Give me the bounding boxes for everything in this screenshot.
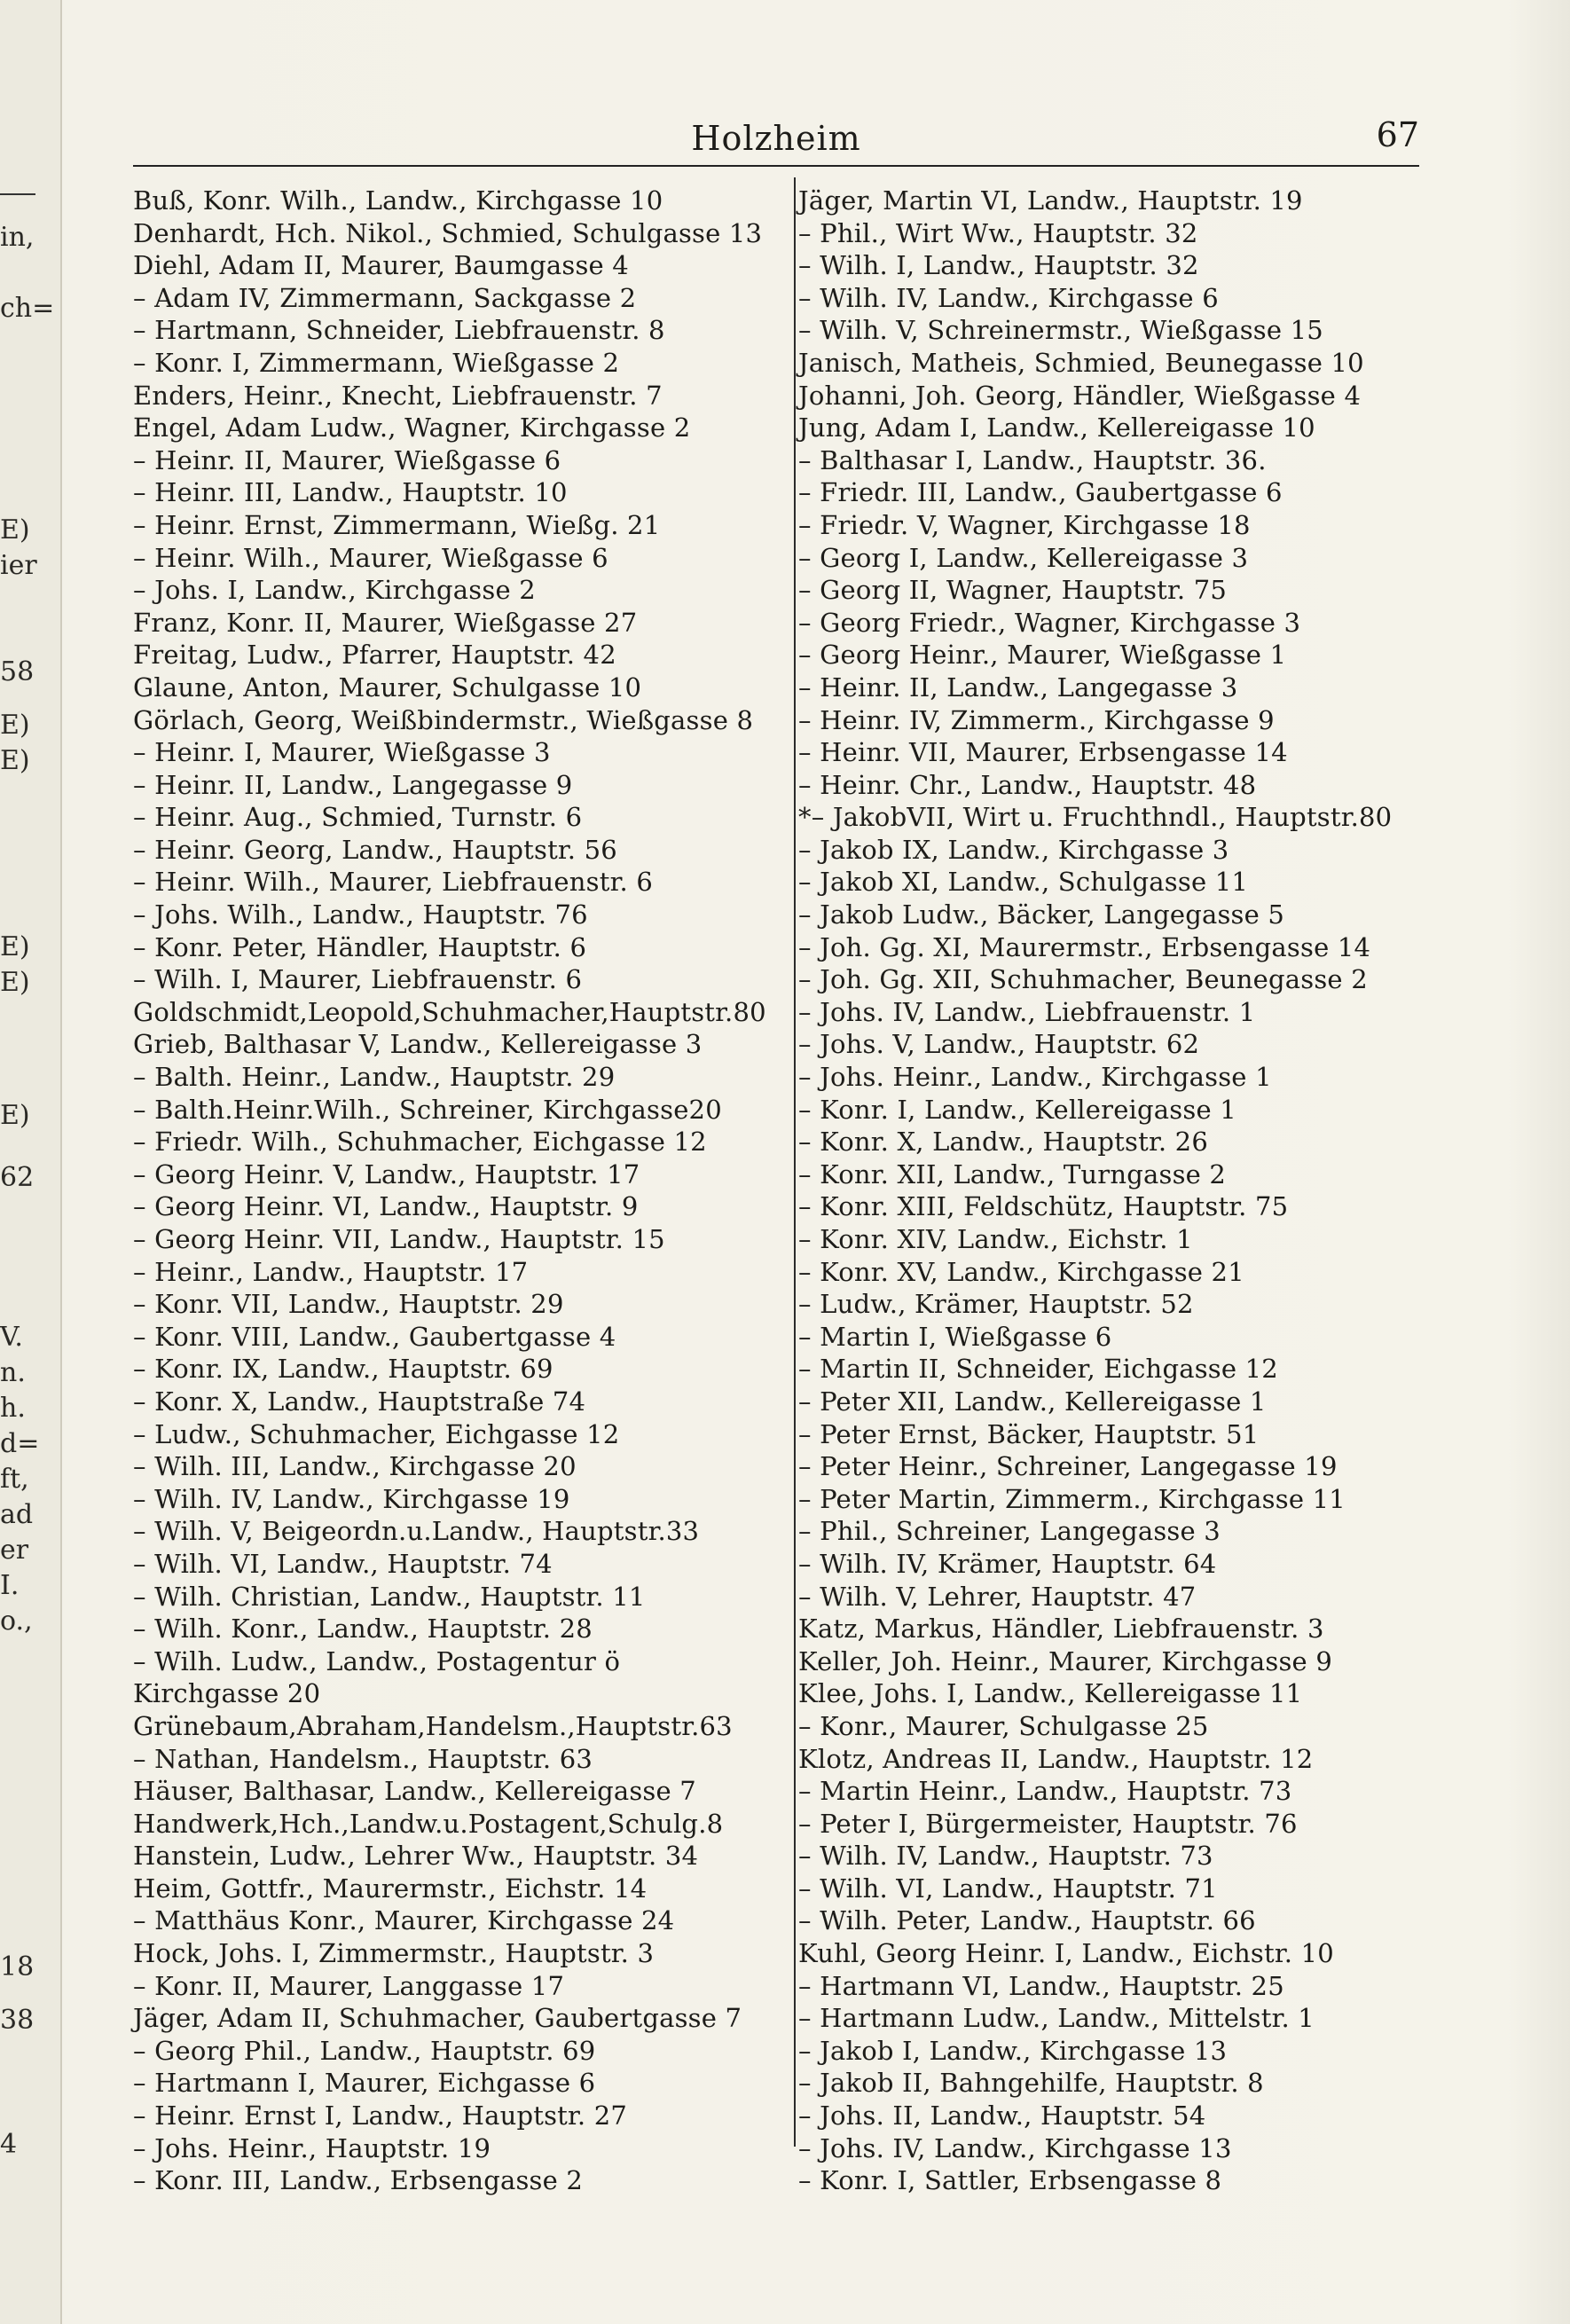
directory-entry: – Friedr. III, Landw., Gaubertgasse 6 (798, 477, 1283, 508)
directory-entry: – Heinr. II, Landw., Langegasse 9 (133, 769, 573, 800)
directory-entry: – Wilh. Christian, Landw., Hauptstr. 11 (133, 1581, 646, 1612)
directory-entry: – Martin I, Wießgasse 6 (798, 1321, 1112, 1352)
adjacent-page-rule (0, 193, 35, 195)
directory-entry: – Hartmann, Schneider, Liebfrauenstr. 8 (133, 315, 665, 346)
directory-entry: Diehl, Adam II, Maurer, Baumgasse 4 (133, 250, 629, 281)
directory-entry: – Heinr., Landw., Hauptstr. 17 (133, 1256, 529, 1287)
directory-entry: – Heinr. Wilh., Maurer, Wießgasse 6 (133, 542, 608, 573)
directory-entry: – Wilh. I, Landw., Hauptstr. 32 (798, 250, 1199, 281)
directory-entry: – Adam IV, Zimmermann, Sackgasse 2 (133, 282, 637, 313)
directory-entry: Görlach, Georg, Weißbindermstr., Wießgasse 8 (133, 704, 754, 735)
directory-entry: Engel, Adam Ludw., Wagner, Kirchgasse 2 (133, 412, 691, 444)
directory-entry: – Konr. X, Landw., Hauptstr. 26 (798, 1127, 1208, 1158)
directory-entry: Kirchgasse 20 (133, 1678, 321, 1709)
directory-entry: – Wilh. III, Landw., Kirchgasse 20 (133, 1451, 577, 1482)
directory-entry: – Heinr. III, Landw., Hauptstr. 10 (133, 477, 568, 508)
adjacent-page-fragment: in, (0, 222, 35, 253)
directory-entry: – Wilh. VI, Landw., Hauptstr. 74 (133, 1548, 553, 1579)
directory-entry: Grieb, Balthasar V, Landw., Kellereigasse 3 (133, 1029, 703, 1060)
directory-entry: – Heinr. II, Landw., Langegasse 3 (798, 671, 1238, 703)
page-number: 67 (1376, 115, 1419, 154)
directory-entry: – Balth. Heinr., Landw., Hauptstr. 29 (133, 1062, 616, 1093)
directory-entry: – Georg Friedr., Wagner, Kirchgasse 3 (798, 607, 1301, 638)
directory-entry: – Wilh. Konr., Landw., Hauptstr. 28 (133, 1613, 593, 1645)
directory-entry: – Georg Heinr. VII, Landw., Hauptstr. 15 (133, 1224, 665, 1254)
directory-entry: – Hartmann VI, Landw., Hauptstr. 25 (798, 1970, 1284, 2001)
directory-entry: Freitag, Ludw., Pfarrer, Hauptstr. 42 (133, 640, 616, 671)
directory-entry: – Johs. II, Landw., Hauptstr. 54 (798, 2100, 1206, 2132)
adjacent-page-fragment: V. (0, 1322, 23, 1353)
directory-entry: – Wilh. Peter, Landw., Hauptstr. 66 (798, 1905, 1256, 1936)
directory-entry: Klee, Johs. I, Landw., Kellereigasse 11 (798, 1678, 1303, 1709)
directory-entry: – Martin II, Schneider, Eichgasse 12 (798, 1354, 1278, 1385)
directory-entry: – Georg Phil., Landw., Hauptstr. 69 (133, 2035, 596, 2066)
directory-entry: Goldschmidt,Leopold,Schuhmacher,Hauptstr.80 (133, 996, 766, 1027)
directory-entry: – Heinr. Wilh., Maurer, Liebfrauenstr. 6 (133, 867, 653, 898)
directory-entry: – Joh. Gg. XI, Maurermstr., Erbsengasse 14 (798, 931, 1371, 962)
directory-entry: – Johs. IV, Landw., Kirchgasse 13 (798, 2132, 1232, 2163)
column-divider (794, 177, 796, 2147)
directory-entry: – Konr. I, Landw., Kellereigasse 1 (798, 1094, 1236, 1125)
directory-entry: – Heinr. Ernst, Zimmermann, Wießg. 21 (133, 509, 661, 540)
directory-entry: – Konr. X, Landw., Hauptstraße 74 (133, 1386, 586, 1417)
directory-entry: – Konr. II, Maurer, Langgasse 17 (133, 1970, 565, 2001)
adjacent-page-fragment: h. (0, 1393, 26, 1424)
directory-entry: – Wilh. Ludw., Landw., Postagentur ö (133, 1645, 621, 1676)
adjacent-page-fragment: o., (0, 1606, 33, 1637)
directory-entry: – Konr. VII, Landw., Hauptstr. 29 (133, 1289, 564, 1320)
directory-entry: – Georg Heinr. V, Landw., Hauptstr. 17 (133, 1158, 640, 1189)
adjacent-page-edge (0, 0, 62, 2324)
directory-entry: Johanni, Joh. Georg, Händler, Wießgasse 4 (798, 380, 1362, 411)
directory-entry: – Jakob I, Landw., Kirchgasse 13 (798, 2035, 1228, 2066)
directory-entry: – Georg II, Wagner, Hauptstr. 75 (798, 575, 1228, 606)
adjacent-page-fragment: er (0, 1535, 29, 1566)
header-rule (133, 165, 1419, 167)
adjacent-page-fragment: E) (0, 931, 30, 962)
directory-entry: – Peter XII, Landw., Kellereigasse 1 (798, 1386, 1267, 1417)
directory-entry: – Jakob IX, Landw., Kirchgasse 3 (798, 834, 1229, 865)
adjacent-page-fragment: E) (0, 745, 30, 776)
directory-entry: – Konr. I, Sattler, Erbsengasse 8 (798, 2165, 1222, 2196)
directory-entry: – Wilh. V, Lehrer, Hauptstr. 47 (798, 1581, 1197, 1612)
directory-entry: Grünebaum,Abraham,Handelsm.,Hauptstr.63 (133, 1710, 733, 1741)
directory-entry: Jung, Adam I, Landw., Kellereigasse 10 (798, 412, 1315, 444)
directory-entry: – Phil., Wirt Ww., Hauptstr. 32 (798, 217, 1198, 248)
directory-entry: Janisch, Matheis, Schmied, Beunegasse 10 (798, 347, 1364, 378)
directory-entry: – Konr. III, Landw., Erbsengasse 2 (133, 2165, 584, 2196)
directory-entry: – Heinr. I, Maurer, Wießgasse 3 (133, 737, 551, 768)
directory-entry: – Phil., Schreiner, Langegasse 3 (798, 1516, 1221, 1547)
directory-entry: – Wilh. VI, Landw., Hauptstr. 71 (798, 1873, 1218, 1904)
adjacent-page-fragment: 58 (0, 656, 35, 687)
directory-entry: – Nathan, Handelsm., Hauptstr. 63 (133, 1743, 593, 1774)
adjacent-page-fragment: ch= (0, 293, 55, 324)
adjacent-page-fragment: d= (0, 1428, 40, 1459)
directory-entry: Klotz, Andreas II, Landw., Hauptstr. 12 (798, 1743, 1314, 1774)
directory-entry: – Ludw., Schuhmacher, Eichgasse 12 (133, 1418, 620, 1449)
adjacent-page-fragment: E) (0, 710, 30, 741)
adjacent-page-fragment: 62 (0, 1162, 35, 1193)
directory-entry: – Konr. XIV, Landw., Eichstr. 1 (798, 1224, 1193, 1254)
directory-entry: – Johs. V, Landw., Hauptstr. 62 (798, 1029, 1200, 1060)
directory-entry: Jäger, Adam II, Schuhmacher, Gaubertgasse 7 (133, 2003, 742, 2034)
directory-entry: – Konr. I, Zimmermann, Wießgasse 2 (133, 347, 620, 378)
directory-entry: – Balth.Heinr.Wilh., Schreiner, Kirchgasse20 (133, 1094, 722, 1125)
adjacent-page-fragment: ier (0, 550, 37, 581)
directory-entry: – Konr. Peter, Händler, Hauptstr. 6 (133, 931, 587, 962)
directory-entry: – Wilh. IV, Landw., Kirchgasse 19 (133, 1483, 570, 1514)
directory-entry: – Peter I, Bürgermeister, Hauptstr. 76 (798, 1808, 1298, 1839)
directory-entry: – Georg Heinr., Maurer, Wießgasse 1 (798, 640, 1287, 671)
directory-entry: Hock, Johs. I, Zimmermstr., Hauptstr. 3 (133, 1938, 655, 1969)
directory-entry: Katz, Markus, Händler, Liebfrauenstr. 3 (798, 1613, 1324, 1645)
page-title: Holzheim (691, 119, 861, 158)
directory-entry: – Peter Ernst, Bäcker, Hauptstr. 51 (798, 1418, 1260, 1449)
adjacent-page-fragment: E) (0, 967, 30, 998)
directory-entry: Denhardt, Hch. Nikol., Schmied, Schulgasse 13 (133, 217, 763, 248)
directory-entry: – Friedr. Wilh., Schuhmacher, Eichgasse 12 (133, 1127, 707, 1158)
adjacent-page-fragment: ft, (0, 1464, 29, 1495)
directory-entry: – Johs. IV, Landw., Liebfrauenstr. 1 (798, 996, 1256, 1027)
directory-entry: – Martin Heinr., Landw., Hauptstr. 73 (798, 1776, 1292, 1807)
directory-entry: – Wilh. IV, Landw., Hauptstr. 73 (798, 1841, 1213, 1872)
directory-entry: – Hartmann I, Maurer, Eichgasse 6 (133, 2068, 596, 2099)
directory-entry: – Johs. I, Landw., Kirchgasse 2 (133, 575, 536, 606)
directory-entry: – Friedr. V, Wagner, Kirchgasse 18 (798, 509, 1251, 540)
right-column (798, 185, 1437, 2197)
directory-entry: – Konr. IX, Landw., Hauptstr. 69 (133, 1354, 553, 1385)
directory-entry: Buß, Konr. Wilh., Landw., Kirchgasse 10 (133, 185, 663, 216)
directory-entry: Franz, Konr. II, Maurer, Wießgasse 27 (133, 607, 638, 638)
directory-entry: – Peter Heinr., Schreiner, Langegasse 19 (798, 1451, 1338, 1482)
directory-entry: Heim, Gottfr., Maurermstr., Eichstr. 14 (133, 1873, 648, 1904)
directory-entry: – Heinr. IV, Zimmerm., Kirchgasse 9 (798, 704, 1275, 735)
directory-entry: – Konr. XIII, Feldschütz, Hauptstr. 75 (798, 1191, 1289, 1222)
directory-entry: Handwerk,Hch.,Landw.u.Postagent,Schulg.8 (133, 1808, 724, 1839)
directory-entry: Keller, Joh. Heinr., Maurer, Kirchgasse 9 (798, 1645, 1332, 1676)
directory-entry: Jäger, Martin VI, Landw., Hauptstr. 19 (798, 185, 1303, 216)
directory-entry: – Matthäus Konr., Maurer, Kirchgasse 24 (133, 1905, 675, 1936)
directory-entry: – Konr. XV, Landw., Kirchgasse 21 (798, 1256, 1244, 1287)
directory-entry: – Wilh. I, Maurer, Liebfrauenstr. 6 (133, 964, 583, 995)
directory-entry: – Georg Heinr. VI, Landw., Hauptstr. 9 (133, 1191, 639, 1222)
directory-entry: – Konr. XII, Landw., Turngasse 2 (798, 1158, 1227, 1189)
directory-entry: Kuhl, Georg Heinr. I, Landw., Eichstr. 10 (798, 1938, 1334, 1969)
adjacent-page-fragment: E) (0, 514, 30, 546)
directory-entry: – Georg I, Landw., Kellereigasse 3 (798, 542, 1249, 573)
directory-entry: Häuser, Balthasar, Landw., Kellereigasse 7 (133, 1776, 696, 1807)
adjacent-page-fragment: n. (0, 1357, 26, 1388)
directory-entry: – Hartmann Ludw., Landw., Mittelstr. 1 (798, 2003, 1315, 2034)
directory-entry: – Joh. Gg. XII, Schuhmacher, Beunegasse 2 (798, 964, 1368, 995)
adjacent-page-fragment: E) (0, 1100, 30, 1131)
directory-entry: – Jakob XI, Landw., Schulgasse 11 (798, 867, 1249, 898)
directory-entry: – Ludw., Krämer, Hauptstr. 52 (798, 1289, 1194, 1320)
left-column (133, 185, 789, 2197)
directory-entry: – Jakob Ludw., Bäcker, Langegasse 5 (798, 899, 1285, 930)
directory-entry: – Peter Martin, Zimmerm., Kirchgasse 11 (798, 1483, 1346, 1514)
adjacent-page-fragment: 4 (0, 2129, 18, 2160)
directory-entry: – Johs. Heinr., Landw., Kirchgasse 1 (798, 1062, 1272, 1093)
directory-entry: *– JakobVII, Wirt u. Fruchthndl., Hauptstr.80 (798, 802, 1393, 833)
directory-entry: – Wilh. IV, Krämer, Hauptstr. 64 (798, 1548, 1217, 1579)
directory-entry: – Johs. Heinr., Hauptstr. 19 (133, 2132, 491, 2163)
directory-entry: Hanstein, Ludw., Lehrer Ww., Hauptstr. 34 (133, 1841, 699, 1872)
directory-entry: Glaune, Anton, Maurer, Schulgasse 10 (133, 671, 642, 703)
directory-entry: – Jakob II, Bahngehilfe, Hauptstr. 8 (798, 2068, 1264, 2099)
directory-entry: – Wilh. V, Beigeordn.u.Landw., Hauptstr.33 (133, 1516, 700, 1547)
adjacent-page-fragment: I. (0, 1570, 20, 1601)
directory-entry: – Heinr. VII, Maurer, Erbsengasse 14 (798, 737, 1288, 768)
directory-entry: – Heinr. Ernst I, Landw., Hauptstr. 27 (133, 2100, 628, 2132)
directory-entry: Enders, Heinr., Knecht, Liebfrauenstr. 7 (133, 380, 663, 411)
adjacent-page-fragment: ad (0, 1499, 34, 1530)
directory-entry: – Konr., Maurer, Schulgasse 25 (798, 1710, 1209, 1741)
directory-entry: – Heinr. Georg, Landw., Hauptstr. 56 (133, 834, 617, 865)
directory-entry: – Balthasar I, Landw., Hauptstr. 36. (798, 444, 1267, 475)
directory-entry: – Heinr. Chr., Landw., Hauptstr. 48 (798, 769, 1257, 800)
adjacent-page-fragment: 38 (0, 2005, 35, 2036)
directory-entry: – Heinr. II, Maurer, Wießgasse 6 (133, 444, 561, 475)
directory-entry: – Wilh. IV, Landw., Kirchgasse 6 (798, 282, 1219, 313)
directory-entry: – Johs. Wilh., Landw., Hauptstr. 76 (133, 899, 588, 930)
adjacent-page-fragment: 18 (0, 1951, 35, 1982)
directory-entry: – Heinr. Aug., Schmied, Turnstr. 6 (133, 802, 583, 833)
directory-entry: – Wilh. V, Schreinermstr., Wießgasse 15 (798, 315, 1323, 346)
page-header (133, 114, 1419, 163)
directory-entry: – Konr. VIII, Landw., Gaubertgasse 4 (133, 1321, 616, 1352)
